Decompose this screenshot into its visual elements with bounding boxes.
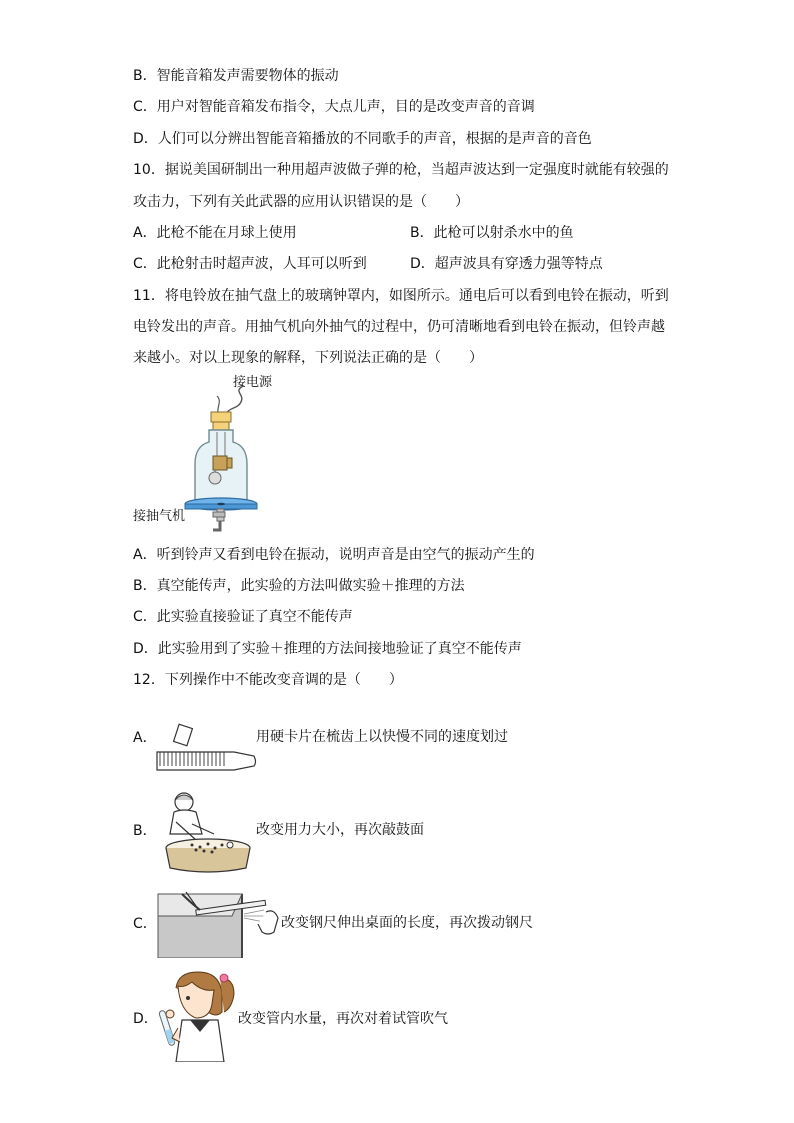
q12-option-b-text: 改变用力大小，再次敲鼓面 <box>256 822 424 838</box>
q11-option-a: A．听到铃声又看到电铃在振动，说明声音是由空气的振动产生的 <box>133 547 535 563</box>
fig-label-power: 接电源 <box>233 375 273 390</box>
ruler-table-illustration <box>156 888 284 958</box>
girl-blowing-tube-illustration <box>158 968 240 1062</box>
q12-option-d-letter: D． <box>133 1011 158 1027</box>
q9-option-c: C．用户对智能音箱发布指令，大点儿声，目的是改变声音的音调 <box>133 99 535 115</box>
q11-stem-line2: 电铃发出的声音。用抽气机向外抽气的过程中，仍可清晰地看到电铃在振动，但铃声越 <box>133 319 665 335</box>
q12-stem: 12．下列操作中不能改变音调的是（ ） <box>133 672 403 688</box>
q9-option-d: D．人们可以分辨出智能音箱播放的不同歌手的声音，根据的是声音的音色 <box>133 131 592 147</box>
q11-stem-line1: 11．将电铃放在抽气盘上的玻璃钟罩内，如图所示。通电后可以看到电铃在振动，听到 <box>133 288 669 304</box>
q12-option-d-text: 改变管内水量，再次对着试管吹气 <box>238 1011 448 1027</box>
girl-tube-figure <box>158 968 240 1062</box>
q10-stem-line1: 10．据说美国研制出一种用超声波做子弹的枪，当超声波达到一定强度时就能有较强的 <box>133 162 669 178</box>
q11-option-d: D．此实验用到了实验＋推理的方法间接地验证了真空不能传声 <box>133 641 522 657</box>
q12-option-a-text: 用硬卡片在梳齿上以快慢不同的速度划过 <box>256 729 508 745</box>
ruler-figure <box>156 888 284 958</box>
q12-option-c-letter: C． <box>133 916 157 932</box>
q12-option-c-text: 改变钢尺伸出桌面的长度，再次拨动钢尺 <box>281 915 533 931</box>
q10-stem-line2: 攻击力，下列有关此武器的应用认识错误的是（ ） <box>133 194 469 210</box>
drum-illustration <box>152 790 256 874</box>
q10-option-a: A．此枪不能在月球上使用 <box>133 225 297 241</box>
q10-option-d: D．超声波具有穿透力强等特点 <box>410 256 603 272</box>
q11-option-c: C．此实验直接验证了真空不能传声 <box>133 609 353 625</box>
q9-option-b: B．智能音箱发声需要物体的振动 <box>133 68 339 84</box>
drum-figure <box>152 790 256 874</box>
fig-label-pump: 接抽气机 <box>133 509 186 524</box>
comb-card-illustration <box>154 722 258 772</box>
comb-figure <box>154 722 258 772</box>
q12-option-a-letter: A． <box>133 730 157 746</box>
q11-stem-line3: 来越小。对以上现象的解释，下列说法正确的是（ ） <box>133 350 483 366</box>
q11-option-b: B．真空能传声，此实验的方法叫做实验＋推理的方法 <box>133 578 465 594</box>
q10-option-b: B．此枪可以射杀水中的鱼 <box>410 225 574 241</box>
q12-option-b-letter: B． <box>133 823 157 839</box>
q10-option-c: C．此枪射击时超声波，人耳可以听到 <box>133 256 367 272</box>
